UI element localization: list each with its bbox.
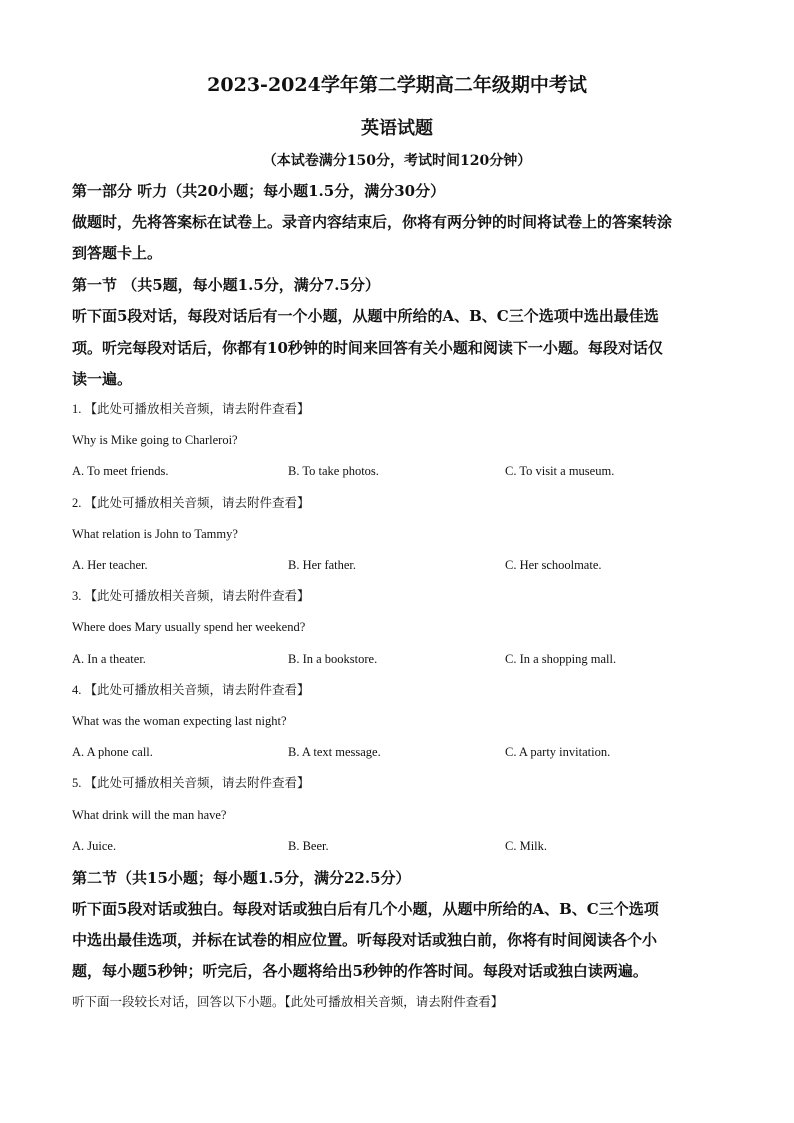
question-1-header <box>72 400 310 418</box>
audio-link[interactable]: 【此处可播放相关音频，请去附件查看】 <box>84 495 310 510</box>
question-3-text: Where does Mary usually spend her weekend? <box>72 620 306 634</box>
exam-note: （本试卷满分150分，考试时间120分钟） <box>262 153 532 169</box>
exam-subject: 英语试题 <box>361 118 433 139</box>
question-2-header <box>72 494 310 512</box>
question-2-text: What relation is John to Tammy? <box>72 527 238 541</box>
audio-link[interactable]: 【此处可播放相关音频，请去附件查看】 <box>84 775 310 790</box>
question-3-header <box>72 587 310 605</box>
exam-title: 2023-2024学年第二学期高二年级期中考试 <box>207 74 587 96</box>
section1-instruction-line2: 项。听完每段对话后，你都有10秒钟的时间来回答有关小题和阅读下一小题。每段对话仅 <box>72 339 663 357</box>
question-number: 5. <box>72 776 82 790</box>
question-3-option-c: C. In a shopping mall. <box>505 652 617 666</box>
question-4-option-a: A. A phone call. <box>72 745 153 759</box>
question-5-option-c: C. Milk. <box>505 839 548 853</box>
section1-instruction-line1: 听下面5段对话，每段对话后有一个小题，从题中所给的A、B、C三个选项中选出最佳选 <box>72 307 659 325</box>
question-4-option-c: C. A party invitation. <box>505 745 611 759</box>
section2-instruction-line1: 听下面5段对话或独白。每段对话或独白后有几个小题，从题中所给的A、B、C三个选项 <box>72 900 659 918</box>
question-5-option-b: B. Beer. <box>288 839 329 853</box>
part1-instruction-line1: 做题时，先将答案标在试卷上。录音内容结束后，你将有两分钟的时间将试卷上的答案转涂 <box>72 213 673 231</box>
question-number: 1. <box>72 402 82 416</box>
audio-link[interactable]: 【此处可播放相关音频，请去附件查看】 <box>84 682 310 697</box>
audio-link[interactable]: 【此处可播放相关音频，请去附件查看】 <box>84 401 310 416</box>
section2-instruction-line3: 题，每小题5秒钟；听完后，各小题将给出5秒钟的作答时间。每段对话或独白读两遍。 <box>72 962 648 980</box>
question-3-option-a: A. In a theater. <box>72 652 146 666</box>
question-4-option-b: B. A text message. <box>288 745 381 759</box>
question-2-option-a: A. Her teacher. <box>72 558 148 572</box>
question-5-header <box>72 774 310 792</box>
question-number: 3. <box>72 589 82 603</box>
part1-heading: 第一部分 听力（共20小题；每小题1.5分，满分30分） <box>72 182 446 200</box>
question-5-option-a: A. Juice. <box>72 839 117 853</box>
question-5-text: What drink will the man have? <box>72 808 227 822</box>
part1-instruction-line2: 到答题卡上。 <box>72 244 163 262</box>
question-1-option-c: C. To visit a museum. <box>505 464 615 478</box>
section2-instruction-line2: 中选出最佳选项，并标在试卷的相应位置。听每段对话或独白前，你将有时间阅读各个小 <box>72 931 658 949</box>
question-2-option-c: C. Her schoolmate. <box>505 558 602 572</box>
section1-heading: 第一节 （共5题，每小题1.5分，满分7.5分） <box>72 276 380 294</box>
section1-instruction-line3: 读一遍。 <box>72 370 133 388</box>
question-3-option-b: B. In a bookstore. <box>288 652 378 666</box>
section2-lead: 听下面一段较长对话，回答以下小题。【此处可播放相关音频，请去附件查看】 <box>72 994 504 1009</box>
question-1-option-a: A. To meet friends. <box>72 464 169 478</box>
question-4-header <box>72 681 310 699</box>
question-4-text: What was the woman expecting last night? <box>72 714 287 728</box>
question-1-option-b: B. To take photos. <box>288 464 379 478</box>
question-1-text: Why is Mike going to Charleroi? <box>72 433 238 447</box>
question-2-option-b: B. Her father. <box>288 558 357 572</box>
question-number: 4. <box>72 683 82 697</box>
question-number: 2. <box>72 496 82 510</box>
audio-link[interactable]: 【此处可播放相关音频，请去附件查看】 <box>84 588 310 603</box>
section2-heading: 第二节（共15小题；每小题1.5分，满分22.5分） <box>72 869 411 887</box>
